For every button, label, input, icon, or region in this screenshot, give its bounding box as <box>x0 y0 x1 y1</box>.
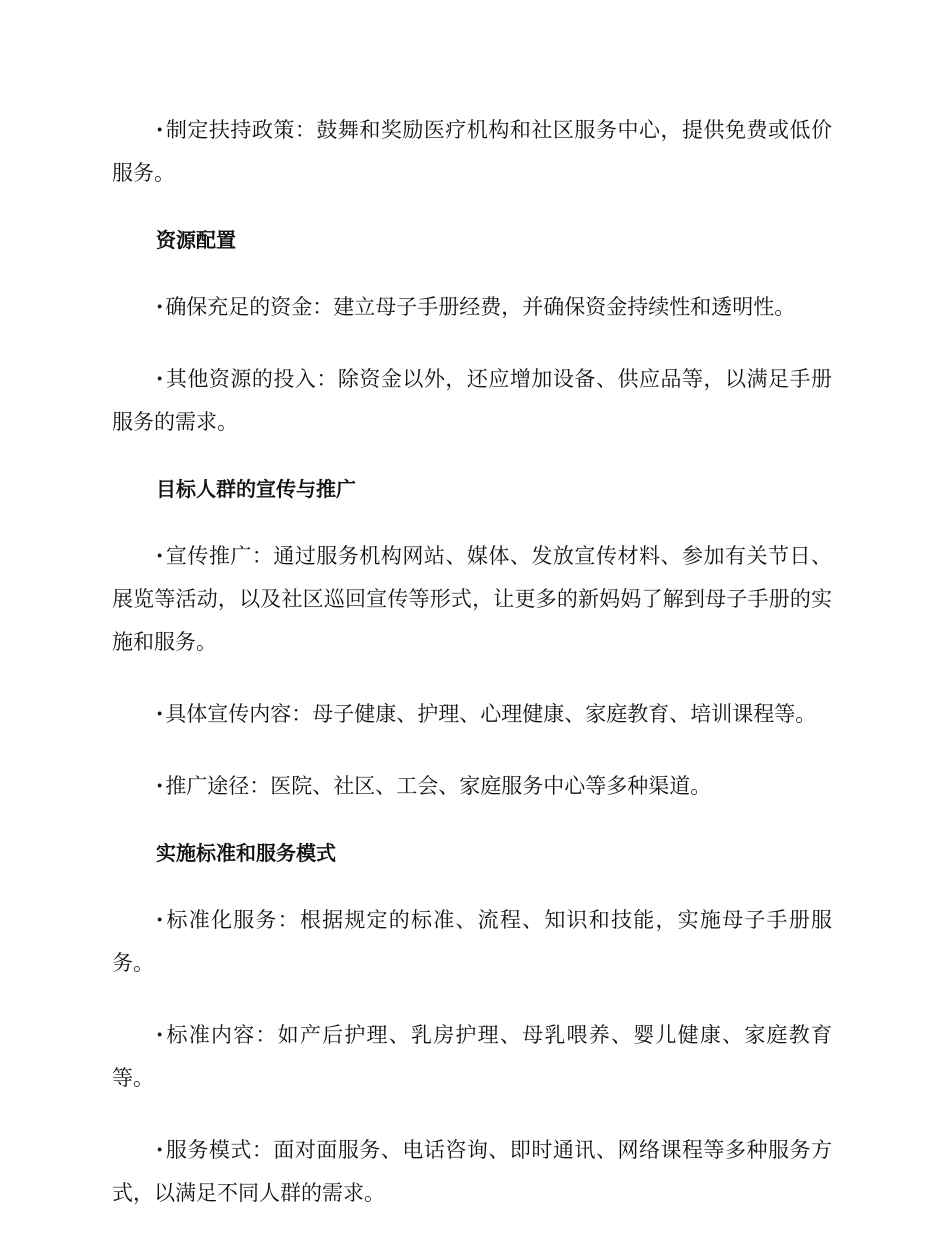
paragraph-text: 推广途径：医院、社区、工会、家庭服务中心等多种渠道。 <box>165 774 712 798</box>
bullet-paragraph <box>112 764 832 808</box>
paragraph-text: 制定扶持政策：鼓舞和奖励医疗机构和社区服务中心，提供免费或低价服务。 <box>112 118 832 185</box>
paragraph-text: 服务模式：面对面服务、电话咨询、即时通讯、网络课程等多种服务方式，以满足不同人群的需求。 <box>112 1138 832 1205</box>
bullet-paragraph <box>112 357 832 444</box>
bullet-paragraph <box>112 108 832 195</box>
bullet-dot-icon: · <box>156 1137 164 1162</box>
bullet-paragraph <box>112 1128 832 1215</box>
paragraph-text: 确保充足的资金：建立母子手册经费，并确保资金持续性和透明性。 <box>165 295 796 319</box>
bullet-paragraph <box>112 898 832 985</box>
paragraph-text: 宣传推广：通过服务机构网站、媒体、发放宣传材料、参加有关节日、展览等活动，以及社区巡回宣传等形式，让更多的新妈妈了解到母子手册的实施和服务。 <box>112 544 832 654</box>
paragraph-text: 标准化服务：根据规定的标准、流程、知识和技能，实施母子手册服务。 <box>112 908 832 975</box>
paragraph-text: 其他资源的投入：除资金以外，还应增加设备、供应品等，以满足手册服务的需求。 <box>112 367 832 434</box>
bullet-dot-icon: · <box>156 907 164 932</box>
section-heading: 目标人群的宣传与推广 <box>156 477 356 501</box>
bullet-dot-icon: · <box>156 701 164 726</box>
bullet-paragraph <box>112 692 832 736</box>
bullet-paragraph <box>112 534 832 664</box>
bullet-dot-icon: · <box>156 294 164 319</box>
paragraph-text: 具体宣传内容：母子健康、护理、心理健康、家庭教育、培训课程等。 <box>165 702 817 726</box>
section-heading: 资源配置 <box>156 228 236 252</box>
bullet-paragraph <box>112 1013 832 1100</box>
bullet-dot-icon: · <box>156 117 164 142</box>
bullet-dot-icon: · <box>156 773 164 798</box>
bullet-dot-icon: · <box>156 543 164 568</box>
section-heading: 实施标准和服务模式 <box>156 841 336 865</box>
bullet-dot-icon: · <box>156 1022 164 1047</box>
document-page <box>112 108 832 1243</box>
paragraph-text: 标准内容：如产后护理、乳房护理、母乳喂养、婴儿健康、家庭教育等。 <box>112 1023 832 1090</box>
bullet-dot-icon: · <box>156 366 164 391</box>
bullet-paragraph <box>112 285 832 329</box>
